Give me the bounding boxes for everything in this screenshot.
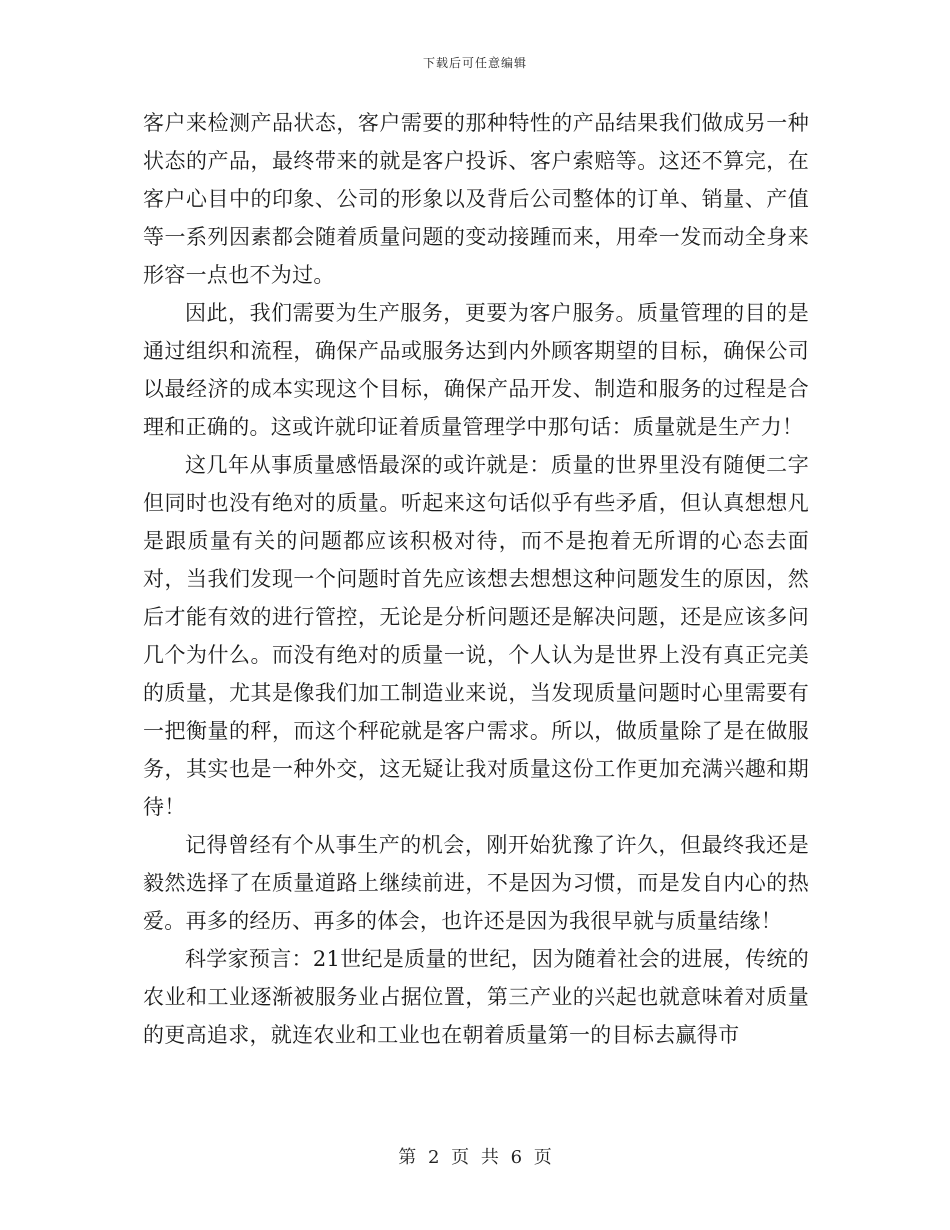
header-note: 下载后可任意编辑 (422, 56, 527, 70)
paragraph-4: 记得曾经有个从事生产的机会，刚开始犹豫了许久，但最终我还是毅然选择了在质量道路上继续前进，不是因为习惯，而是发自内心的热爱。再多的经历、再多的体会，也许还是因为我很早就与质量结缘！ (143, 833, 809, 933)
paragraph-5: 科学家预言：21世纪是质量的世纪，因为随着社会的进展，传统的农业和工业逐渐被服务业占据位置，第三产业的兴起也就意味着对质量的更高追求，就连农业和工业也在朝着质量第一的目标去赢得市 (143, 947, 809, 1047)
paragraph-3: 这几年从事质量感悟最深的或许就是：质量的世界里没有随便二字但同时也没有绝对的质量。听起来这句话似乎有些矛盾，但认真想想凡是跟质量有关的问题都应该积极对待，而不是抱着无所谓的心态去面对，当我们发现一个问题时首先应该想去想想这种问题发生的原因，然后才能有效的进行管控，无论是分析问题还是解决问题，还是应该多问几个为什么。而没有绝对的质量一说，个人认为是世界上没有真正完美的质量，尤其是像我们加工制造业来说，当发现质量问题时心里需要有一把衡量的秤，而这个秤砣就是客户需求。所以，做质量除了是在做服务，其实也是一种外交，这无疑让我对质量这份工作更加充满兴趣和期待！ (143, 453, 809, 819)
paragraph-2: 因此，我们需要为生产服务，更要为客户服务。质量管理的目的是通过组织和流程，确保产品或服务达到内外顾客期望的目标，确保公司以最经济的成本实现这个目标，确保产品开发、制造和服务的过程是合理和正确的。这或许就印证着质量管理学中那句话：质量就是生产力！ (143, 301, 809, 439)
document-body (143, 104, 809, 1054)
page-number-footer: 第 2 页 共 6 页 (398, 1147, 552, 1168)
paragraph-1: 客户来检测产品状态，客户需要的那种特性的产品结果我们做成另一种状态的产品，最终带来的就是客户投诉、客户索赔等。这还不算完，在客户心目中的印象、公司的形象以及背后公司整体的订单、销量、产值等一系列因素都会随着质量问题的变动接踵而来，用牵一发而动全身来形容一点也不为过。 (143, 111, 809, 287)
